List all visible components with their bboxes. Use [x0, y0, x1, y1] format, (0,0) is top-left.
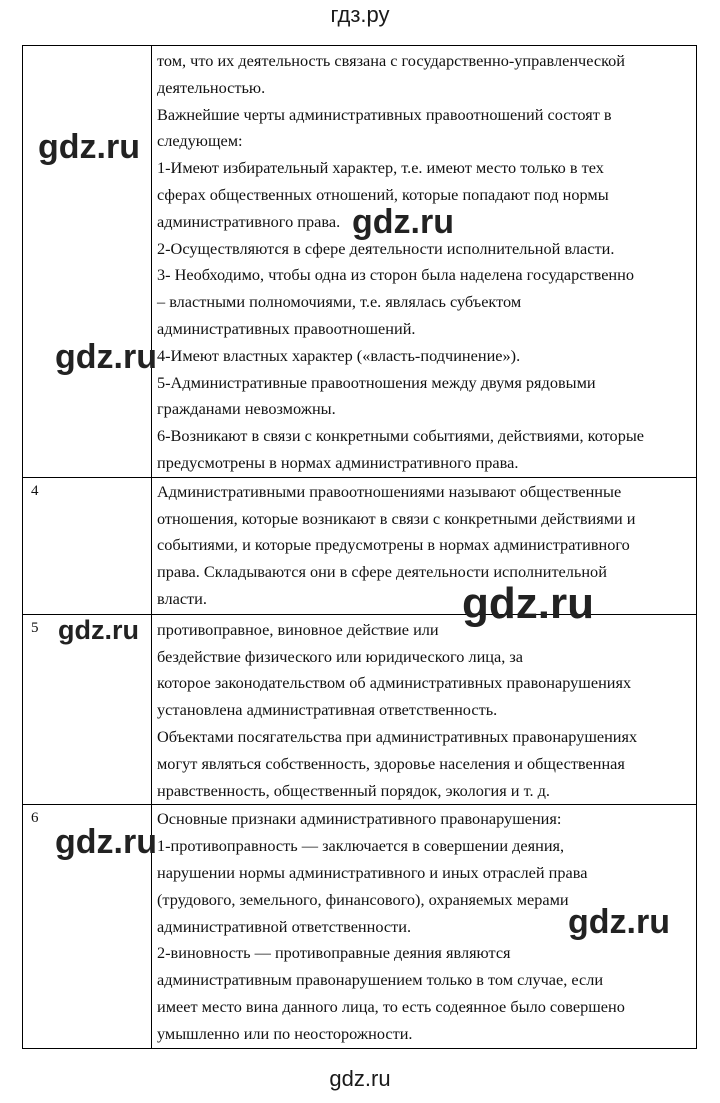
- text-line: бездействие физического или юридического лица, за: [157, 646, 524, 666]
- text-line: умышленно или по неосторожности.: [157, 1023, 413, 1043]
- text-line: предусмотрены в нормах административного права.: [157, 452, 519, 472]
- text-line: следующем:: [157, 131, 243, 151]
- text-line: 2-Осуществляются в сфере деятельности исполнительной власти.: [157, 238, 615, 258]
- row-number: 5: [23, 614, 152, 805]
- text-line: – властными полномочиями, т.е. являлась субъектом: [157, 292, 522, 312]
- table-row: [23, 477, 697, 614]
- text-line: 1-противоправность — заключается в совершении деяния,: [157, 836, 565, 856]
- text-line: (трудового, земельного, финансового), охраняемых мерами: [157, 889, 569, 909]
- text-line: нравственность, общественный порядок, экология и т. д.: [157, 780, 550, 800]
- text-line: которое законодательством об административных правонарушениях: [157, 673, 632, 693]
- text-line: Важнейшие черты административных правоотношений состоят в: [157, 104, 612, 124]
- watermark: gdz.ru: [55, 338, 157, 376]
- text-line: том, что их деятельность связана с государственно-управленческой: [157, 51, 626, 70]
- text-line: отношения, которые возникают в связи с конкретными действиями и: [157, 508, 636, 528]
- text-line: деятельностью.: [157, 77, 266, 97]
- watermark: gdz.ru: [568, 903, 670, 941]
- text-line: событиями, и которые предусмотрены в нормах административного: [157, 535, 630, 555]
- text-line: установлена административная ответственность.: [157, 700, 498, 720]
- watermark: gdz.ru: [352, 203, 454, 241]
- row-number: [23, 46, 152, 478]
- answer-text: [152, 46, 697, 478]
- site-footer: gdz.ru: [329, 1066, 391, 1091]
- row-number: 4: [23, 477, 152, 614]
- text-line: 6-Возникают в связи с конкретными событиями, действиями, которые: [157, 426, 644, 446]
- text-line: административного права.: [157, 211, 341, 231]
- text-line: сферах общественных отношений, которые попадают под нормы: [157, 184, 609, 204]
- text-line: административных правоотношений.: [157, 318, 416, 338]
- text-line: административной ответственности.: [157, 916, 412, 936]
- text-line: административным правонарушением только в том случае, если: [157, 970, 604, 990]
- watermark: gdz.ru: [55, 823, 157, 861]
- text-line: Объектами посягательства при административных правонарушениях: [157, 726, 638, 746]
- text-line: нарушении нормы административного и иных отраслей права: [157, 862, 588, 882]
- text-line: имеет место вина данного лица, то есть содеянное было совершено: [157, 996, 625, 1016]
- text-line: 3- Необходимо, чтобы одна из сторон была наделена государственно: [157, 265, 635, 285]
- text-line: 1-Имеют избирательный характер, т.е. имеют место только в тех: [157, 158, 604, 178]
- answers-table: [22, 45, 697, 1049]
- answer-text: [152, 477, 697, 614]
- text-line: противоправное, виновное действие или: [157, 619, 439, 639]
- row-number: 6: [23, 805, 152, 1049]
- text-line: права. Складываются они в сфере деятельности исполнительной: [157, 562, 607, 582]
- watermark: gdz.ru: [58, 615, 139, 645]
- text-line: Административными правоотношениями называют общественные: [157, 481, 622, 501]
- watermark: gdz.ru: [462, 579, 594, 628]
- site-header: гдз.ру: [330, 2, 390, 27]
- answer-text: [152, 614, 697, 805]
- text-line: Основные признаки административного правонарушения:: [157, 809, 562, 829]
- text-line: 5-Административные правоотношения между двумя рядовыми: [157, 372, 596, 392]
- text-line: 4-Имеют властных характер («власть-подчинение»).: [157, 345, 521, 365]
- text-line: 2-виновность — противоправные деяния являются: [157, 943, 511, 963]
- text-line: гражданами невозможны.: [157, 399, 336, 419]
- text-line: власти.: [157, 588, 207, 608]
- text-line: могут являться собственность, здоровье населения и общественная: [157, 753, 625, 773]
- watermark: gdz.ru: [38, 128, 140, 166]
- table-row: [23, 46, 697, 478]
